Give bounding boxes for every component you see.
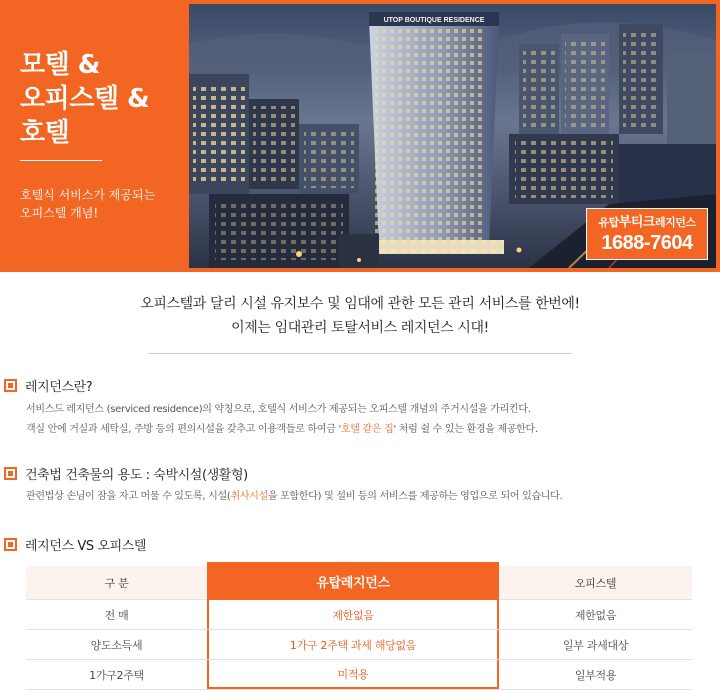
section-title: 레지던스란? (25, 380, 93, 395)
table-row (26, 630, 692, 660)
building-photo (189, 4, 716, 268)
hero-subtitle: 호텔식 서비스가 제공되는 오피스텔 개념! (20, 188, 156, 220)
intro-text (0, 292, 720, 340)
bullet-square-icon (4, 379, 17, 392)
bullet-square-icon (4, 538, 17, 551)
table-cell: 제한없음 (574, 608, 617, 622)
table-cell: 일부 과세대상 (562, 638, 629, 652)
badge-phone-number[interactable]: 1688-7604 (601, 232, 693, 254)
intro-divider (148, 353, 572, 354)
intro-line-2: 이제는 임대관리 토탈서비스 레지던스 시대! (231, 320, 489, 336)
section-building-law-heading (4, 464, 248, 483)
table-row (26, 600, 692, 630)
table-header-highlight: 유탑레지던스 (207, 562, 499, 600)
table-cell-highlight: 1가구 2주택 과세 해당없음 (207, 630, 499, 659)
table-cell-highlight: 제한없음 (207, 600, 499, 629)
table-cell: 일부적용 (574, 668, 617, 682)
hero-title: 모텔 & 오피스텔 & 호텔 (20, 50, 150, 148)
highlight-text: 호텔 같은 집 (340, 424, 394, 435)
table-cell: 전 매 (104, 608, 129, 622)
section-line: 서비스드 레지던스 (serviced residence)의 약칭으로, 호텔식 서비스가 제공되는 오피스텔 개념의 주거시설을 가리킨다. (26, 404, 531, 415)
table-cell: 양도소득세 (90, 638, 143, 652)
table-cell: 1가구2주택 (89, 668, 144, 682)
section-residence-heading (4, 376, 92, 395)
building-sign: UTOP BOUTIQUE RESIDENCE (383, 17, 485, 24)
table-header: 오피스텔 (499, 566, 692, 599)
section-line: 관련법상 손님이 잠을 자고 머물 수 있도록, 시설(취사시설을 포함한다) 및 설비 등의 서비스를 제공하는 영업으로 되어 있습니다. (26, 491, 563, 502)
hero-banner (0, 0, 720, 272)
section-residence-body (26, 400, 538, 440)
contact-badge[interactable] (586, 208, 708, 260)
table-row (26, 660, 692, 690)
highlight-text: 취사시설 (230, 491, 268, 502)
comparison-table (26, 566, 692, 690)
table-header: 구 분 (26, 566, 207, 599)
intro-line-1: 오피스텔과 달리 시설 유지보수 및 임대에 관한 모든 관리 서비스를 한번에! (140, 296, 580, 312)
section-building-law-body (26, 487, 562, 507)
section-compare-heading (4, 535, 146, 554)
bullet-square-icon (4, 467, 17, 480)
table-header-row (26, 566, 692, 600)
section-line: 객실 안에 거실과 세탁실, 주방 등의 편의시설을 갖추고 이용객들로 하여금 '호텔 같은 집' 처럼 쉴 수 있는 환경을 제공한다. (26, 424, 538, 435)
badge-brand: 유탑부티크레지던스 (598, 215, 696, 230)
hero-divider (20, 160, 102, 161)
table-cell-highlight: 미적용 (207, 660, 499, 689)
section-title: 레지던스 VS 오피스텔 (25, 539, 147, 554)
section-title: 건축법 건축물의 용도 : 숙박시설(생활형) (25, 468, 248, 483)
